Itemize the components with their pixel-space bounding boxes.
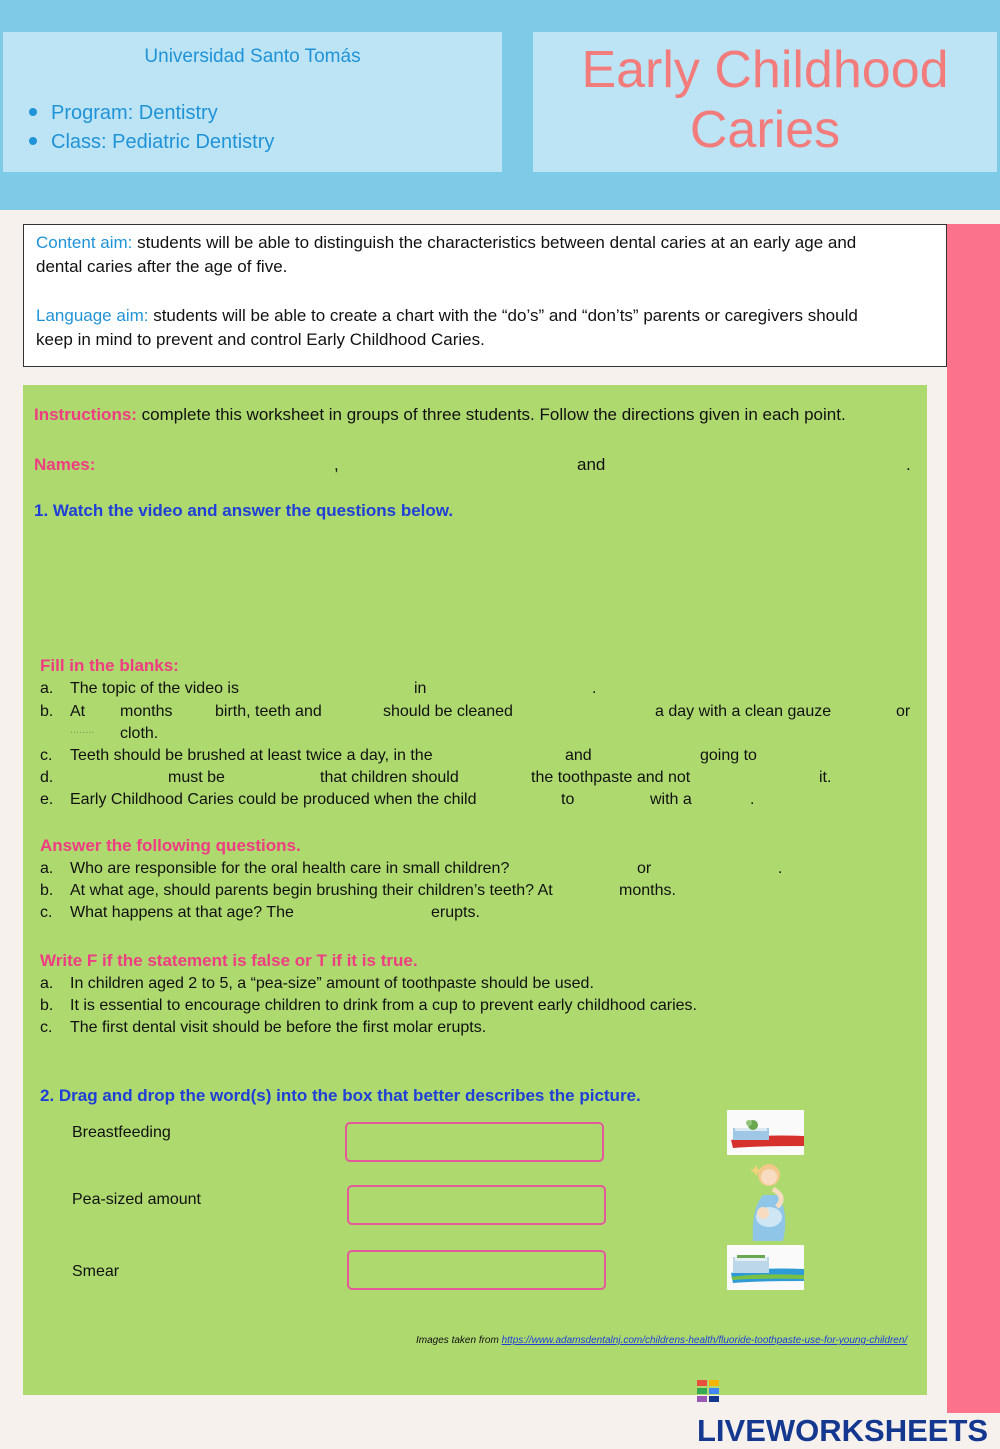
fill-a-text3: .	[592, 680, 597, 697]
tf-c-text: The first dental visit should be before the first molar erupts.	[70, 1019, 487, 1036]
image-credit: Images taken from https://www.adamsdentalnj.com/childrens-health/fluoride-toothpaste-use-for-young-children/	[416, 1335, 908, 1346]
fill-b-text1: At	[70, 703, 86, 720]
drop-box-3[interactable]	[347, 1250, 606, 1290]
name-input-2[interactable]	[345, 453, 571, 475]
tf-a-letter: a.	[40, 975, 54, 992]
fill-e-text1: Early Childhood Caries could be produced when the child	[70, 791, 477, 808]
side-accent-bar	[947, 224, 1000, 1413]
header-title-panel	[533, 32, 997, 172]
program-item: Program: Dentistry	[29, 102, 218, 125]
section1-heading: 1. Watch the video and answer the questions below.	[34, 501, 454, 520]
fill-d-letter: d.	[40, 769, 54, 786]
section2-heading: 2. Drag and drop the word(s) into the box that better describes the picture.	[40, 1086, 641, 1105]
fill-e-text2: to	[561, 791, 575, 808]
aims-box	[23, 224, 947, 367]
fill-b-text3: birth, teeth and	[215, 703, 322, 720]
header-info-panel	[3, 32, 502, 172]
names-period: .	[906, 455, 911, 474]
university-name: Universidad Santo Tomás	[144, 46, 361, 67]
fill-c-text1: Teeth should be brushed at least twice a day, in the	[70, 747, 433, 764]
names-comma: ,	[334, 455, 339, 474]
class-item: Class: Pediatric Dentistry	[29, 131, 274, 154]
worksheet-area	[23, 385, 927, 1395]
language-aim: Language aim: students will be able to create a chart with the “do’s” and “don’ts” parents or caregivers should keep in mind to prevent and control Early Childhood Caries.	[36, 306, 858, 349]
fill-d-text1: must be	[168, 769, 225, 786]
fill-b-text5: a day with a clean gauze	[655, 703, 832, 720]
fill-b-dots: ........	[70, 724, 95, 736]
name-input-3[interactable]	[615, 453, 901, 475]
fill-b-text2: months	[120, 703, 173, 720]
answer-b-end: months.	[619, 882, 676, 899]
drop-box-2[interactable]	[347, 1185, 606, 1225]
bullet-icon	[29, 137, 37, 145]
drag-word-smear[interactable]: Smear	[72, 1263, 120, 1280]
answer-b-question: At what age, should parents begin brushing their children’s teeth? At	[70, 882, 553, 899]
fill-a-text2: in	[414, 680, 427, 697]
toothbrush-pea-image	[727, 1110, 804, 1155]
tf-heading: Write F if the statement is false or T if it is true.	[40, 951, 418, 970]
credit-link[interactable]: https://www.adamsdentalnj.com/childrens-health/fluoride-toothpaste-use-for-young-children/	[501, 1335, 908, 1346]
answer-c-letter: c.	[40, 904, 53, 921]
content-aim: Content aim: students will be able to distinguish the characteristics between dental caries at an early age and dental caries after the age of five.	[36, 233, 857, 276]
page-title: Early Childhood Caries	[581, 41, 949, 159]
names-label: Names:	[34, 455, 96, 474]
fill-a-letter: a.	[40, 680, 54, 697]
fill-a-text1: The topic of the video is	[70, 680, 239, 697]
fill-d-text3: the toothpaste and not	[531, 769, 691, 786]
fill-b-text7: cloth.	[120, 725, 159, 742]
answer-a-end: .	[778, 860, 783, 877]
fill-b-letter: b.	[40, 703, 54, 720]
fill-b-text6: or	[896, 703, 911, 720]
drag-word-breastfeeding[interactable]: Breastfeeding	[72, 1124, 171, 1141]
fill-c-text2: and	[565, 747, 592, 764]
liveworksheets-mark-icon	[697, 1380, 721, 1408]
answer-c-end: erupts.	[431, 904, 480, 921]
fill-d-text2: that children should	[320, 769, 459, 786]
instructions: Instructions: complete this worksheet in groups of three students. Follow the directions given in each point.	[34, 405, 846, 424]
answer-c-question: What happens at that age? The	[70, 904, 294, 921]
answer-b-letter: b.	[40, 882, 54, 899]
answer-a-letter: a.	[40, 860, 54, 877]
names-and: and	[577, 455, 606, 474]
fill-c-letter: c.	[40, 747, 53, 764]
fill-e-text3: with a	[650, 791, 692, 808]
toothbrush-smear-image	[727, 1245, 804, 1290]
liveworksheets-logo: LIVEWORKSHEETS	[697, 1377, 1000, 1449]
tf-b-letter: b.	[40, 997, 54, 1014]
tf-a-text: In children aged 2 to 5, a “pea-size” amount of toothpaste should be used.	[70, 975, 594, 992]
drop-box-1[interactable]	[345, 1122, 604, 1162]
answer-heading: Answer the following questions.	[40, 836, 301, 855]
tf-c-letter: c.	[40, 1019, 53, 1036]
fill-c-text3: going to	[700, 747, 757, 764]
fill-d-text4: it.	[819, 769, 832, 786]
drag-word-pea-sized[interactable]: Pea-sized amount	[72, 1191, 201, 1208]
answer-a-or: or	[637, 860, 652, 877]
video-area[interactable]	[34, 530, 914, 640]
breastfeeding-image	[739, 1159, 797, 1243]
answer-a-question: Who are responsible for the oral health care in small children?	[70, 860, 510, 877]
fill-b-text4: should be cleaned	[383, 703, 513, 720]
fill-e-letter: e.	[40, 791, 54, 808]
tf-b-text: It is essential to encourage children to drink from a cup to prevent early childhood caries.	[70, 997, 697, 1014]
fill-e-text4: .	[750, 791, 755, 808]
name-input-1[interactable]	[105, 453, 327, 475]
fill-heading: Fill in the blanks:	[40, 656, 179, 675]
bullet-icon	[29, 108, 37, 116]
